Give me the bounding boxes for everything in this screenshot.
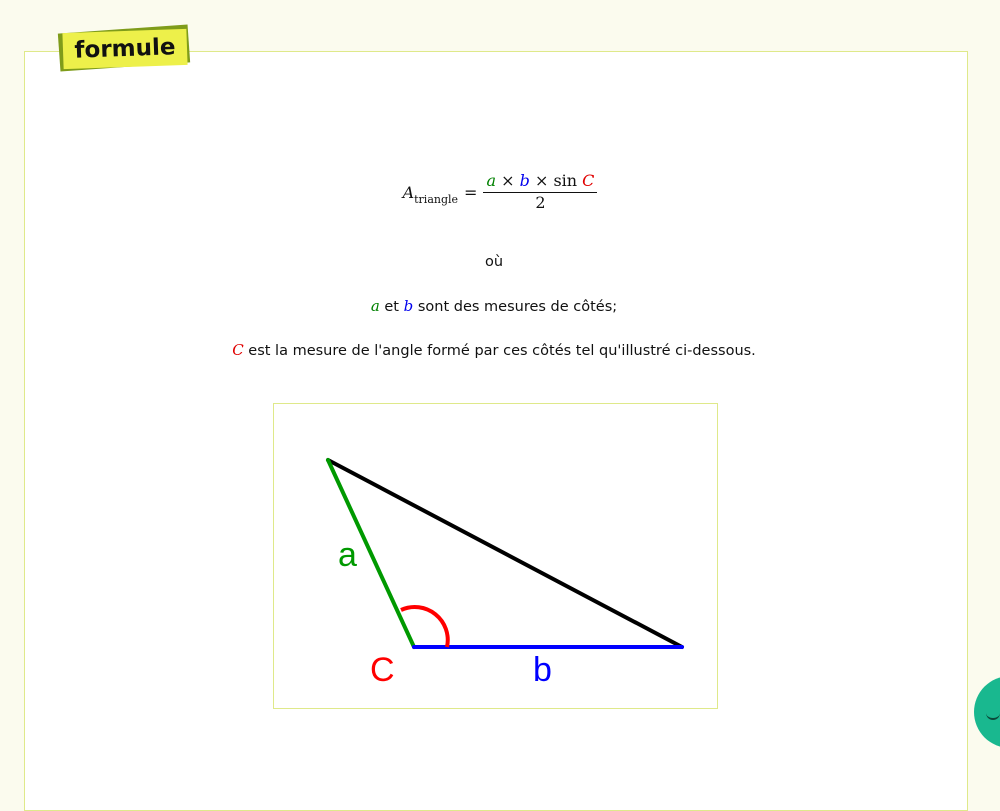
label-a: a xyxy=(338,536,357,574)
label-b: b xyxy=(533,651,552,689)
area-formula xyxy=(0,171,1000,213)
equals-sign: = xyxy=(464,182,478,202)
formule-tag xyxy=(57,27,191,75)
text-angle: C est la mesure de l'angle formé par ces côtés tel qu'illustré ci-dessous. xyxy=(232,341,756,359)
formula-denominator: 2 xyxy=(535,193,546,212)
text-sides: a et b sont des mesures de côtés; xyxy=(370,297,618,315)
side-c-line xyxy=(328,460,682,647)
triangle-diagram xyxy=(274,404,717,708)
angle-c-arc xyxy=(401,607,448,647)
formula-fraction xyxy=(483,171,597,213)
help-chat-button[interactable] xyxy=(974,676,1000,748)
label-c: C xyxy=(370,651,395,689)
tag-label: formule xyxy=(62,29,187,69)
smile-icon xyxy=(986,712,1000,720)
formula-lhs: $A_{triangle}$ xyxy=(402,182,459,206)
triangle-figure xyxy=(273,403,718,709)
formula-numerator: a × b × sin C xyxy=(483,171,597,193)
text-ou: où xyxy=(484,254,504,270)
